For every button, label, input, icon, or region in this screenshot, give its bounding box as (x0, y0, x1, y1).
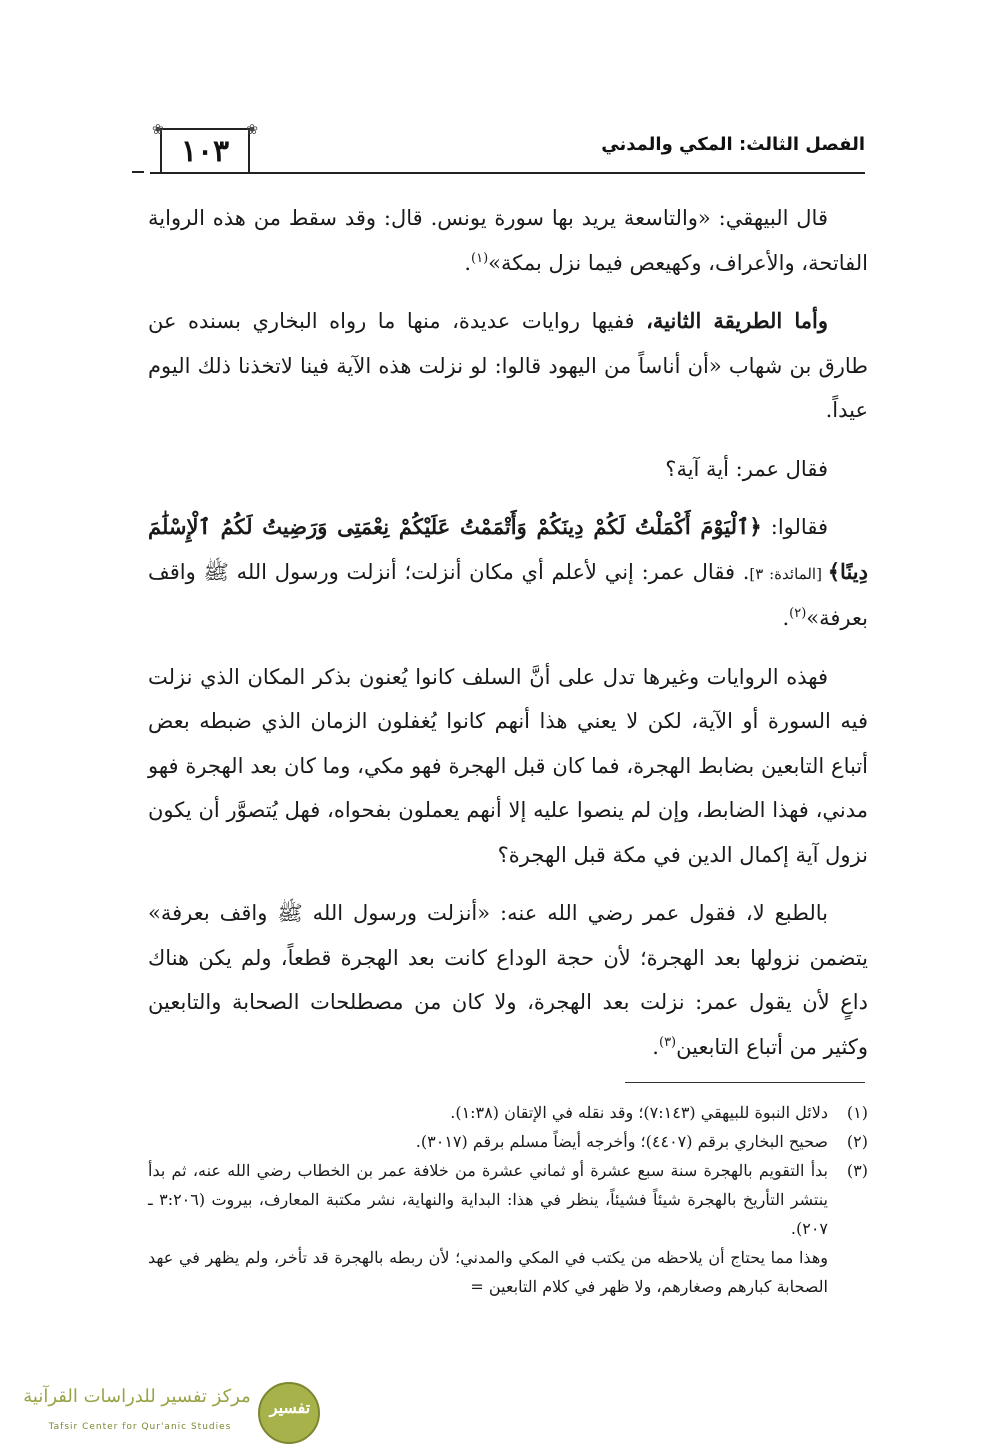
footnote-rule (625, 1082, 865, 1083)
footnote-ref: (٢) (789, 606, 807, 621)
logo-english-text: Tafsir Center for Qur'anic Studies (48, 1422, 232, 1432)
footnote-ref: (١) (471, 250, 489, 266)
footnote (148, 1098, 868, 1127)
paragraph: بالطبع لا، فقول عمر رضي الله عنه: «أنزلت ورسول الله ﷺ واقف بعرفة» يتضمن نزولها بعد الهجرة؛ لأن حجة الوداع كانت بعد الهجرة قطعاً، ولم يكن هناك داعٍ لأن يقول عمر: نزلت بعد الهجرة، ولا كان من مصطلحات الصحابة والتابعين وكثير من أتباع التابعين$^{(٣)}$. (148, 901, 868, 1059)
footnote-text: دلائل النبوة للبيهقي (٧:١٤٣)؛ وقد نقله في الإتقان (١:٣٨). (450, 1103, 828, 1122)
page-number: ١٠٣ (180, 134, 230, 169)
footnote-number: (٢) (846, 1132, 868, 1151)
page-header (150, 122, 865, 178)
footnote-number: (١) (846, 1103, 868, 1122)
footnote-continuation: وهذا مما يحتاج أن يلاحظه من يكتب في المكي والمدني؛ لأن ربطه بالهجرة قد تأخر، ولم يظهر في عهد الصحابة كبارهم وصغارهم، ولا ظهر في كلام التابعين = (148, 1248, 828, 1296)
footnote-number: (٣) (846, 1161, 868, 1180)
section-lead: وأما الطريقة الثانية، (646, 308, 828, 333)
footnote (148, 1127, 868, 1156)
paragraph: فقالوا: ﴿ٱلْيَوْمَ أَكْمَلْتُ لَكُمْ دِينَكُمْ وَأَتْمَمْتُ عَلَيْكُمْ نِعْمَتِى وَرَضِيتُ لَكُمُ ٱلْإِسْلَٰمَ دِينًا﴾ [المائدة: ٣]. فقال عمر: إني لأعلم أي مكان أنزلت؛ أنزلت ورسول الله ﷺ واقف بعرفة»$^{(٢)}$. (148, 514, 868, 630)
page-number-frame (152, 122, 258, 174)
paragraph: فهذه الروايات وغيرها تدل على أنَّ السلف كانوا يُعنون بذكر المكان الذي نزلت فيه السورة أو الآية، لكن لا يعني هذا أنهم كانوا يُغفلون الزمان الذي ضبطه بعض أتباع التابعين بضابط الهجرة، فما كان قبل الهجرة فهو مكي، وما كان بعد الهجرة فهو مدني، فهذا الضابط، وإن لم ينصوا عليه إلا أنهم يعملون بفحواه، فهل يُتصوَّر أن يكون نزول آية إكمال الدين في مكة قبل الهجرة؟ (148, 664, 868, 867)
ornament-icon: ❀ (152, 122, 164, 138)
verse-source: [المائدة: ٣] (749, 564, 828, 583)
footnote-ref: (٣) (658, 1034, 677, 1050)
body-text (148, 196, 868, 1083)
header-dash (132, 171, 144, 173)
footnote-text: بدأ التقويم بالهجرة سنة سبع عشرة أو ثماني عشرة من خلافة عمر بن الخطاب رضي الله عنه، ثم بدأ ينتشر التأريخ بالهجرة شيئاً فشيئاً، ينظر في هذا: البداية والنهاية، نشر مكتبة المعارف، بيروت (٣:٢٠٦ ـ ٢٠٧). (148, 1161, 829, 1238)
ornament-icon: ❀ (246, 122, 258, 138)
header-rule (150, 172, 865, 174)
footnotes (148, 1098, 868, 1301)
paragraph: قال البيهقي: «والتاسعة يريد بها سورة يونس. قال: وقد سقط من هذه الرواية الفاتحة، والأعراف، وكهيعص فيما نزل بمكة»$^{(١)}$. (148, 206, 868, 275)
paragraph: فقال عمر: أية آية؟ (665, 456, 828, 481)
paragraph: وأما الطريقة الثانية، ففيها روايات عديدة، منها ما رواه البخاري بسنده عن طارق بن شهاب «أن أناساً من اليهود قالوا: لو نزلت هذه الآية فينا لاتخذنا ذلك اليوم عيداً. (148, 308, 868, 422)
quran-verse: ﴿ٱلْيَوْمَ أَكْمَلْتُ لَكُمْ دِينَكُمْ وَأَتْمَمْتُ عَلَيْكُمْ نِعْمَتِى وَرَضِيتُ لَكُمُ ٱلْإِسْلَٰمَ دِينًا﴾ (148, 514, 868, 584)
footnote (148, 1156, 868, 1243)
publisher-logo (18, 1380, 318, 1444)
logo-arabic-text: مركز تفسير للدراسات القرآنية (23, 1386, 251, 1407)
chapter-title: الفصل الثالث: المكي والمدني (601, 134, 865, 155)
logo-emblem-word: تفسير (269, 1398, 311, 1417)
footnote-text: صحيح البخاري برقم (٤٤٠٧)؛ وأخرجه أيضاً مسلم برقم (٣٠١٧). (415, 1132, 828, 1151)
